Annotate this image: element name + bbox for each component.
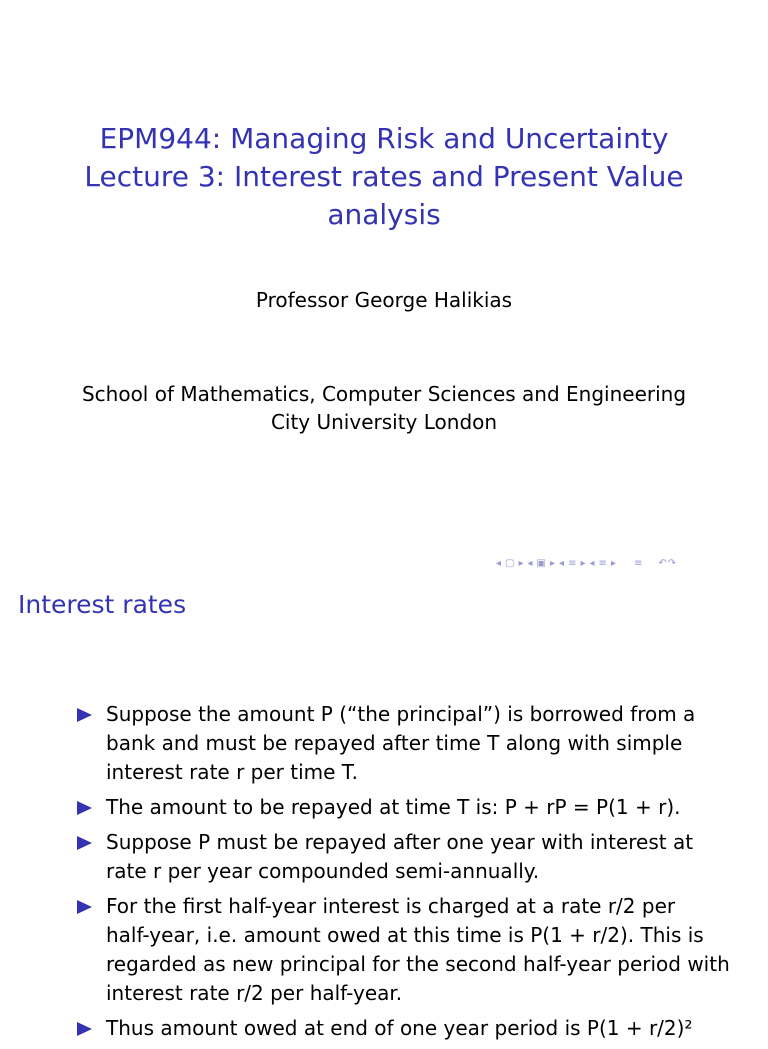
- bullet-line: bank and must be repayed after time T along with simple: [106, 731, 683, 755]
- title-line: EPM944: Managing Risk and Uncertainty: [99, 122, 669, 155]
- nav-section-icon[interactable]: ≡: [568, 557, 578, 569]
- nav-subsection-icon[interactable]: ▣: [536, 557, 547, 569]
- slide-title: [0, 120, 768, 234]
- bullet-text: [106, 1014, 717, 1043]
- nav-frame-icon[interactable]: ▢: [505, 557, 516, 569]
- author: Professor George Halikias: [255, 288, 513, 312]
- bullet-text: [106, 828, 717, 886]
- bullet-line: Suppose the amount P (“the principal”) is borrowed from a: [106, 702, 696, 726]
- institute-line: City University London: [270, 410, 498, 434]
- bullet-line: For the first half-year interest is charged at a rate r/2 per: [106, 894, 676, 918]
- title-line: analysis: [327, 198, 441, 231]
- nav-search-icon[interactable]: ↶↷: [658, 557, 678, 569]
- nav-subsection-left-icon[interactable]: ◂: [527, 557, 534, 569]
- institute: [0, 380, 768, 436]
- bullet-line: interest rate r per time T.: [106, 760, 358, 784]
- nav-doc-icon[interactable]: ≡: [633, 557, 644, 569]
- bullet-line: rate r per year compounded semi-annually.: [106, 859, 540, 883]
- bullet-triangle-icon: [77, 900, 92, 914]
- bullet-line: regarded as new principal for the second half-year period with: [106, 952, 730, 976]
- nav-section-left-icon[interactable]: ◂: [559, 557, 566, 569]
- bullet-item: [77, 828, 717, 886]
- bullet-line: The amount to be repayed at time T is: P + rP = P(1 + r).: [106, 795, 681, 819]
- nav-frame-left-icon[interactable]: ◂: [496, 557, 503, 569]
- nav-subsection-right-icon[interactable]: ▸: [550, 557, 557, 569]
- nav-frame-right-icon[interactable]: ▸: [518, 557, 525, 569]
- bullet-line: interest rate r/2 per half-year.: [106, 981, 403, 1005]
- bullet-text: [106, 892, 730, 1008]
- bullet-list: [77, 700, 730, 1049]
- bullet-text: [106, 700, 717, 787]
- bullet-item: [77, 1014, 717, 1043]
- nav-part-icon[interactable]: ≡: [598, 557, 608, 569]
- bullet-item: [77, 892, 730, 1008]
- beamer-navigation-bar: [496, 556, 762, 570]
- nav-part-right-icon[interactable]: ▸: [610, 557, 617, 569]
- title-line: Lecture 3: Interest rates and Present Value: [84, 160, 684, 193]
- frame-title: Interest rates: [18, 590, 187, 619]
- bullet-triangle-icon: [77, 801, 92, 815]
- nav-section-right-icon[interactable]: ▸: [580, 557, 587, 569]
- bullet-item: [77, 793, 717, 822]
- bullet-triangle-icon: [77, 1022, 92, 1036]
- bullet-line: Thus amount owed at end of one year period is P(1 + r/2)²: [106, 1016, 693, 1040]
- bullet-line: Suppose P must be repayed after one year with interest at: [106, 830, 694, 854]
- bullet-item: [77, 700, 717, 787]
- bullet-text: [106, 793, 717, 822]
- nav-part-left-icon[interactable]: ◂: [589, 557, 596, 569]
- bullet-triangle-icon: [77, 708, 92, 722]
- bullet-line: half-year, i.e. amount owed at this time is P(1 + r/2). This is: [106, 923, 704, 947]
- institute-line: School of Mathematics, Computer Sciences and Engineering: [81, 382, 687, 406]
- bullet-triangle-icon: [77, 836, 92, 850]
